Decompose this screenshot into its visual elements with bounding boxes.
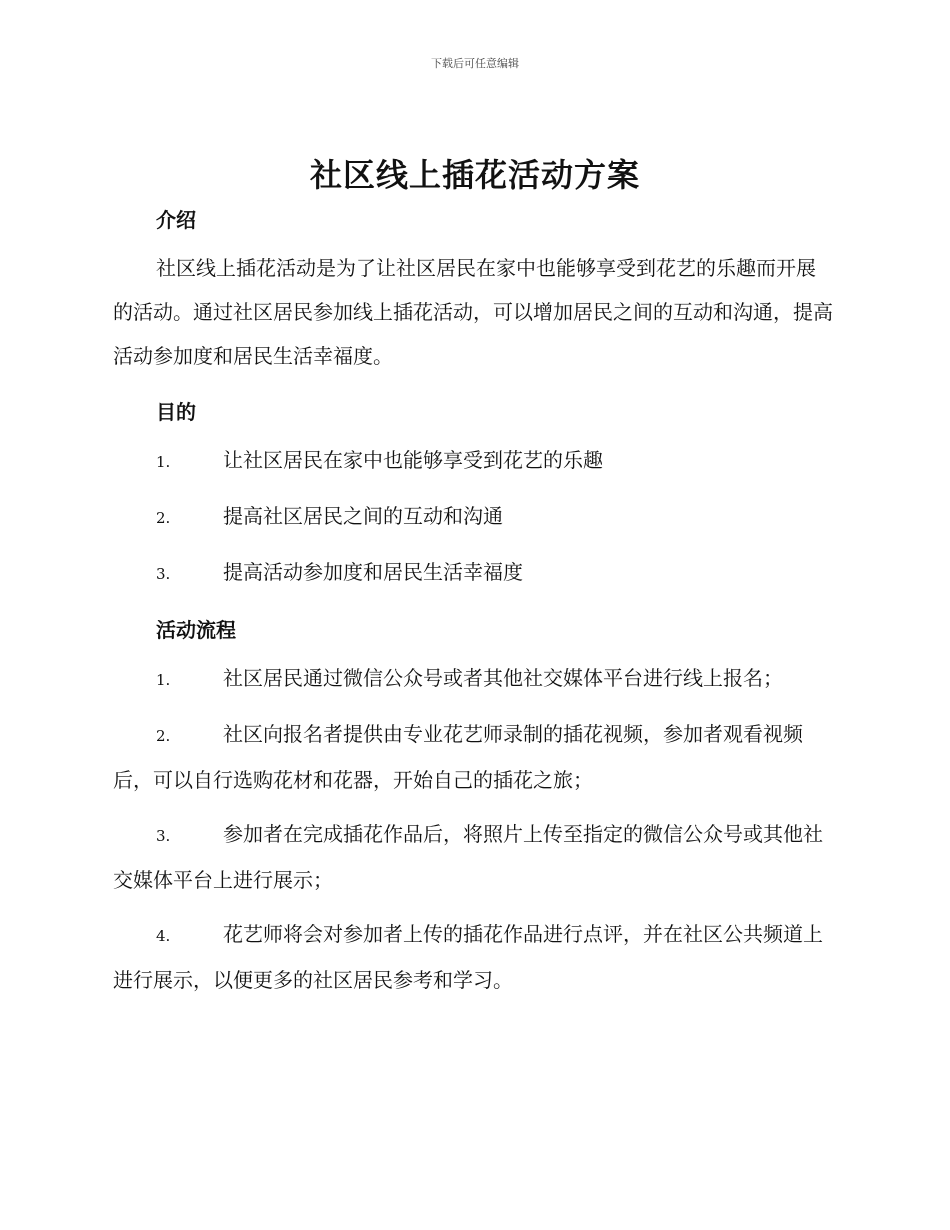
- list-item: [113, 656, 833, 702]
- list-item-number: 1.: [156, 671, 171, 689]
- list-item-text: 参加者在完成插花作品后，将照片上传至指定的微信公众号或其他社交媒体平台上进行展示；: [113, 822, 823, 892]
- list-item-number: 1.: [156, 453, 171, 471]
- list-item-text: 提高社区居民之间的互动和沟通: [223, 504, 503, 528]
- section-heading-goals: 目的: [156, 400, 196, 424]
- list-item: [113, 812, 833, 902]
- list-item: [113, 494, 833, 540]
- list-item: [113, 550, 833, 596]
- section-heading-process: 活动流程: [156, 618, 236, 642]
- list-item-text: 让社区居民在家中也能够享受到花艺的乐趣: [223, 448, 603, 472]
- list-item-text: 花艺师将会对参加者上传的插花作品进行点评，并在社区公共频道上进行展示，以便更多的社区居民参考和学习。: [113, 922, 823, 992]
- list-item-number: 3.: [156, 827, 171, 845]
- document-body: [113, 206, 833, 1002]
- list-item: [113, 712, 833, 802]
- list-item-number: 4.: [156, 927, 171, 945]
- list-item-text: 社区向报名者提供由专业花艺师录制的插花视频，参加者观看视频后，可以自行选购花材和花器，开始自己的插花之旅；: [113, 722, 803, 792]
- list-item-number: 2.: [156, 727, 171, 745]
- list-item-text: 提高活动参加度和居民生活幸福度: [223, 560, 523, 584]
- list-item: [113, 912, 833, 1002]
- list-item: [113, 438, 833, 484]
- header-note: 下载后可任意编辑: [431, 57, 519, 70]
- list-item-text: 社区居民通过微信公众号或者其他社交媒体平台进行线上报名；: [223, 666, 783, 690]
- list-item-number: 3.: [156, 565, 171, 583]
- list-item-number: 2.: [156, 509, 171, 527]
- section-heading-intro: 介绍: [156, 208, 196, 232]
- page-title: 社区线上插花活动方案: [309, 156, 640, 194]
- intro-paragraph: 社区线上插花活动是为了让社区居民在家中也能够享受到花艺的乐趣而开展的活动。通过社区居民参加线上插花活动，可以增加居民之间的互动和沟通，提高活动参加度和居民生活幸福度。: [113, 256, 833, 368]
